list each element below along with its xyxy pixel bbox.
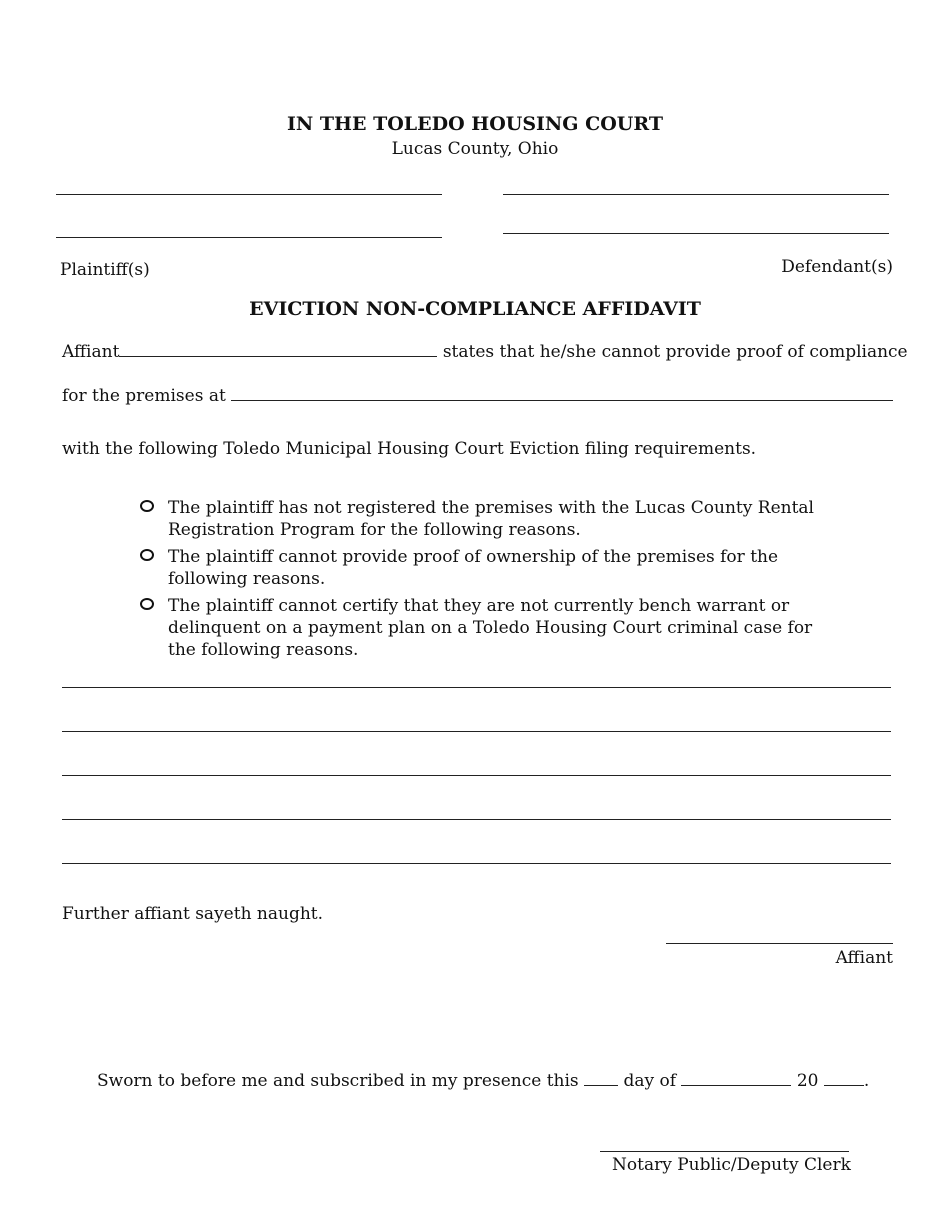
premises-prefix: for the premises at: [62, 386, 226, 406]
circle-bullet-icon[interactable]: [140, 500, 154, 512]
plaintiff-name-line-1[interactable]: [56, 194, 442, 195]
checklist-item[interactable]: [140, 595, 840, 661]
defendant-name-line-2[interactable]: [503, 233, 889, 234]
circle-bullet-icon[interactable]: [140, 549, 154, 561]
further-affiant-text: Further affiant sayeth naught.: [62, 904, 324, 924]
jurat-end: .: [863, 1071, 870, 1091]
premises-address-blank[interactable]: [231, 386, 893, 401]
jurat-year-prefix: 20: [796, 1071, 819, 1091]
checklist-item-text: The plaintiff cannot provide proof of ownership of the premises for the following reasons.: [168, 547, 779, 589]
jurat-statement: [97, 1071, 869, 1091]
court-county: Lucas County, Ohio: [391, 139, 559, 159]
notary-signature-label: Notary Public/Deputy Clerk: [612, 1155, 851, 1175]
defendant-label: Defendant(s): [781, 257, 893, 277]
reason-line[interactable]: [62, 775, 891, 776]
affiant-statement: [62, 342, 908, 362]
requirements-intro: with the following Toledo Municipal Housing Court Eviction filing requirements.: [62, 439, 757, 459]
affiant-prefix: Affiant: [62, 342, 120, 362]
court-title: IN THE TOLEDO HOUSING COURT: [287, 113, 663, 135]
reason-line[interactable]: [62, 731, 891, 732]
plaintiff-name-line-2[interactable]: [56, 237, 442, 238]
checklist-item[interactable]: [140, 546, 840, 590]
premises-statement: [62, 386, 893, 406]
circle-bullet-icon[interactable]: [140, 598, 154, 610]
jurat-day-label: day of: [623, 1071, 677, 1091]
checklist-item-text: The plaintiff has not registered the premises with the Lucas County Rental Registration Program for the following reasons.: [168, 498, 814, 540]
year-blank[interactable]: [824, 1071, 864, 1086]
affiant-signature-line[interactable]: [666, 943, 893, 944]
day-blank[interactable]: [584, 1071, 618, 1086]
affiant-signature-label: Affiant: [835, 948, 893, 968]
reason-line[interactable]: [62, 819, 891, 820]
plaintiff-label: Plaintiff(s): [60, 260, 150, 280]
reason-line[interactable]: [62, 863, 891, 864]
defendant-name-line-1[interactable]: [503, 194, 889, 195]
checklist-item[interactable]: [140, 497, 840, 541]
month-blank[interactable]: [681, 1071, 791, 1086]
affiant-suffix: states that he/she cannot provide proof of compliance: [442, 342, 908, 362]
jurat-prefix: Sworn to before me and subscribed in my presence this: [97, 1071, 579, 1091]
form-title: EVICTION NON-COMPLIANCE AFFIDAVIT: [249, 298, 701, 320]
reason-line[interactable]: [62, 687, 891, 688]
affiant-name-blank[interactable]: [119, 342, 437, 357]
notary-signature-line[interactable]: [600, 1151, 849, 1152]
checklist-item-text: The plaintiff cannot certify that they are not currently bench warrant or delinquent on a payment plan on a Toledo Housing Court criminal case for the following reasons.: [168, 596, 813, 660]
requirements-checklist: [140, 497, 840, 666]
